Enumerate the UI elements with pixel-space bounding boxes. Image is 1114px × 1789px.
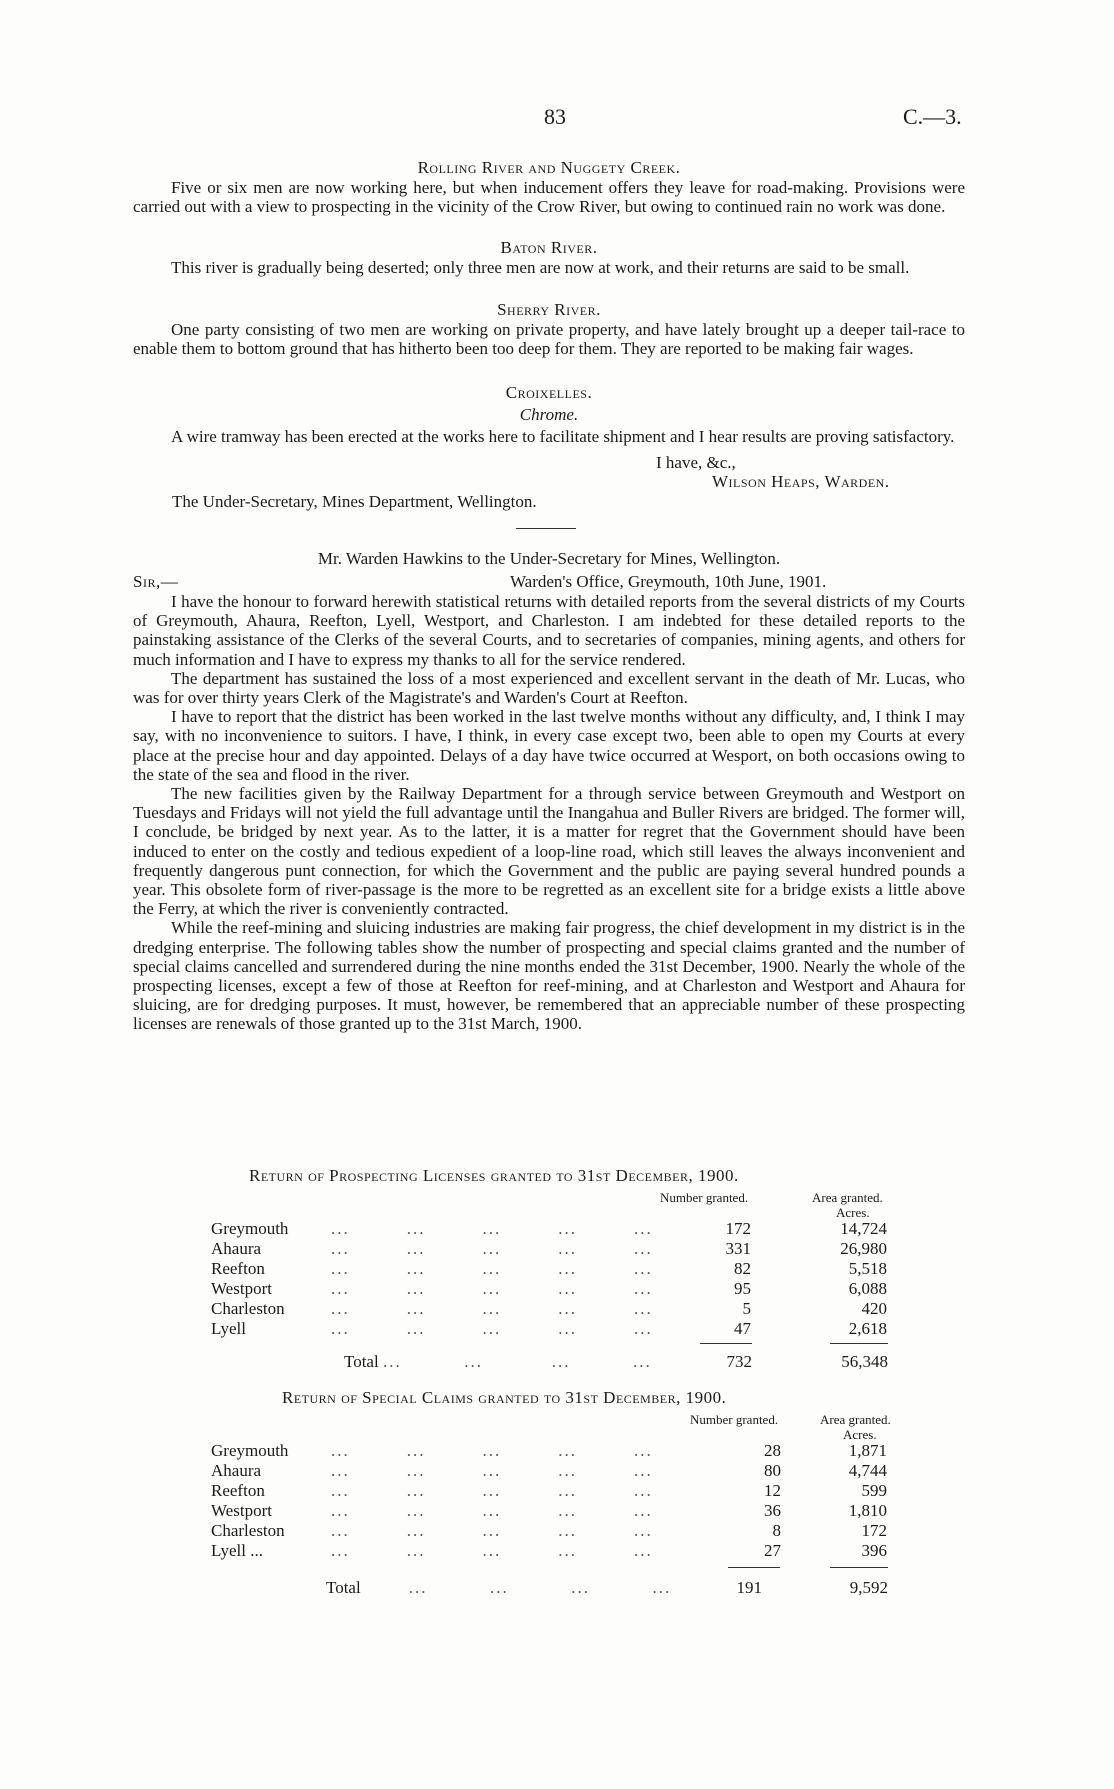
table2-total-label: Total <box>326 1578 361 1597</box>
addressee: The Under-Secretary, Mines Department, Wellington. <box>172 492 537 511</box>
letter-paragraph-3: I have to report that the district has been worked in the last twelve months without any difficulty, and, I think I may say, with no inconvenience to suitors. I have, I think, in every case except two, been able to open my Courts at every place at the precise hour and day appointed. Delays of a day have twice occurred at Wesport, on both occasions owing to the state of the sea and flood in the river. <box>133 707 965 784</box>
table-row <box>211 1219 887 1239</box>
leader-dots: ... ... ... ... ... <box>331 1219 653 1238</box>
section-sherry <box>133 300 965 358</box>
table-row <box>211 1541 887 1561</box>
number-granted-cell: 82 <box>734 1259 751 1278</box>
area-granted-cell: 420 <box>861 1299 887 1318</box>
closing: I have, &c., <box>656 453 736 472</box>
area-granted-cell: 5,518 <box>848 1259 887 1278</box>
area-granted-cell: 1,871 <box>848 1441 887 1460</box>
table1-title: Return of Prospecting Licenses granted to 31st December, 1900. <box>249 1166 739 1185</box>
district-cell: Reefton <box>211 1481 265 1500</box>
letter-paragraph-2: The department has sustained the loss of a most experienced and excellent servant in the death of Mr. Lucas, who was for over thirty years Clerk of the Magistrate's and Warden's Court at Reefton. <box>133 668 965 708</box>
district-cell: Greymouth <box>211 1441 289 1460</box>
table1-total-label: Total <box>344 1352 379 1371</box>
table-row <box>211 1239 887 1259</box>
number-granted-cell: 28 <box>764 1441 781 1460</box>
number-granted-cell: 5 <box>742 1299 751 1318</box>
table1-total-row: Total ... ... ... ... <box>344 1352 652 1371</box>
table-row <box>211 1259 887 1279</box>
area-granted-cell: 396 <box>861 1541 887 1560</box>
number-granted-cell: 80 <box>764 1461 781 1480</box>
section-rolling <box>133 158 965 216</box>
table2-total-area: 9,592 <box>849 1578 888 1597</box>
table2-col-area: Area granted. <box>820 1412 891 1427</box>
table2-total-number: 191 <box>736 1578 762 1597</box>
district-cell: Reefton <box>211 1259 265 1278</box>
salutation: Sir,— <box>133 572 179 591</box>
number-granted-cell: 12 <box>764 1481 781 1500</box>
table2-col-area-unit: Acres. <box>843 1427 877 1442</box>
paragraph-sherry: One party consisting of two men are working on private property, and have lately brought up a deeper tail-race to enable them to bottom ground that has hitherto been too deep for them. They are reported to be making fair wages. <box>133 320 965 359</box>
heading-sherry: Sherry River. <box>497 300 601 319</box>
table2-title: Return of Special Claims granted to 31st December, 1900. <box>282 1388 727 1407</box>
table1-total-rule <box>830 1343 888 1344</box>
letter-body <box>133 592 965 1034</box>
leader-dots: ... ... ... ... ... <box>331 1441 653 1460</box>
table1-total-area: 56,348 <box>841 1352 888 1371</box>
leader-dots: ... ... ... ... ... <box>331 1541 653 1560</box>
district-cell: Charleston <box>211 1521 285 1540</box>
district-cell: Greymouth <box>211 1219 289 1238</box>
number-granted-cell: 95 <box>734 1279 751 1298</box>
leader-dots: ... ... ... ... ... <box>331 1521 653 1540</box>
table-row <box>211 1441 887 1461</box>
district-cell: Westport <box>211 1279 272 1298</box>
table1-col-area-unit: Acres. <box>836 1205 870 1220</box>
letter-paragraph-4: The new facilities given by the Railway Department for a through service between Greymouth and Westport on Tuesdays and Fridays will not yield the full advantage until the Inangahua and Buller Rivers are bridged. The former will, I conclude, be bridged by next year. As to the latter, it is a matter for regret that the Government should have been induced to enter on the costly and tedious expedient of a loop-line road, which still leaves the always inconvenient and frequently dangerous punt connection, for which the Government and the public are paying several hundred pounds a year. This obsolete form of river-passage is the more to be regretted as an excellent site for a bridge exists a little above the Ferry, at which the river is conveniently contracted. <box>133 784 965 919</box>
area-granted-cell: 26,980 <box>840 1239 887 1258</box>
letter-title: Mr. Warden Hawkins to the Under-Secretary for Mines, Wellington. <box>317 549 781 568</box>
area-granted-cell: 6,088 <box>848 1279 887 1298</box>
area-granted-cell: 599 <box>861 1481 887 1500</box>
page-number: 83 <box>544 104 566 129</box>
number-granted-cell: 331 <box>725 1239 751 1258</box>
number-granted-cell: 8 <box>772 1521 781 1540</box>
table1-total-number: 732 <box>726 1352 752 1371</box>
number-granted-cell: 36 <box>764 1501 781 1520</box>
area-granted-cell: 1,810 <box>848 1501 887 1520</box>
number-granted-cell: 172 <box>725 1219 751 1238</box>
table1 <box>211 1219 887 1339</box>
leader-dots: ... ... ... ... ... <box>331 1239 653 1258</box>
paragraph-baton: This river is gradually being deserted; only three men are now at work, and their returns are said to be small. <box>171 258 910 277</box>
table1-total-rule <box>700 1343 752 1344</box>
paragraph-rolling: Five or six men are now working here, but when inducement offers they leave for road-making. Provisions were carried out with a view to prospecting in the vicinity of the Crow River, but owing to continued rain no work was done. <box>133 178 965 217</box>
district-cell: Westport <box>211 1501 272 1520</box>
area-granted-cell: 172 <box>861 1521 887 1540</box>
leader-dots: ... ... ... ... ... <box>331 1461 653 1480</box>
table-row <box>211 1481 887 1501</box>
leader-dots: ... ... ... ... ... <box>331 1501 653 1520</box>
heading-baton: Baton River. <box>500 238 598 257</box>
subheading-chrome: Chrome. <box>519 405 579 424</box>
table-row <box>211 1299 887 1319</box>
district-cell: Ahaura <box>211 1239 262 1258</box>
table2-total-rule <box>830 1567 888 1568</box>
dateline: Warden's Office, Greymouth, 10th June, 1901. <box>510 572 827 591</box>
leader-dots: ... ... ... ... ... <box>331 1299 653 1318</box>
table-row <box>211 1319 887 1339</box>
heading-rolling: Rolling River and Nuggety Creek. <box>417 158 681 177</box>
table-row <box>211 1461 887 1481</box>
district-cell: Ahaura <box>211 1461 262 1480</box>
heading-croixelles: Croixelles. <box>505 383 593 402</box>
leader-dots: ... ... ... ... ... <box>331 1319 653 1338</box>
section-croixelles <box>133 383 965 446</box>
table2-total-rule <box>728 1567 780 1568</box>
number-granted-cell: 27 <box>764 1541 781 1560</box>
section-baton <box>133 238 965 277</box>
signature-heaps: Wilson Heaps, Warden. <box>712 472 890 491</box>
table-row <box>211 1501 887 1521</box>
leader-dots: ... ... ... ... ... <box>331 1279 653 1298</box>
district-cell: Lyell ... <box>211 1541 263 1560</box>
number-granted-cell: 47 <box>734 1319 751 1338</box>
divider <box>516 528 576 529</box>
table2-col-number: Number granted. <box>690 1412 779 1427</box>
table-row <box>211 1279 887 1299</box>
letter-paragraph-5: While the reef-mining and sluicing industries are making fair progress, the chief development in my district is in the dredging enterprise. The following tables show the number of prospecting and special claims granted and the number of special claims cancelled and surrendered during the nine months ended the 31st December, 1900. Nearly the whole of the prospecting licenses, except a few of those at Reefton for reef-mining, and at Charleston and Westport and Ahaura for sluicing, are for dredging purposes. It must, however, be remembered that an appreciable number of these prospecting licenses are renewals of those granted up to the 31st March, 1900. <box>133 918 965 1034</box>
table-row <box>211 1521 887 1541</box>
letter-paragraph-1: I have the honour to forward herewith statistical returns with detailed reports from the several districts of my Courts of Greymouth, Ahaura, Reefton, Lyell, Westport, and Charleston. I am indebted for these detailed reports to the painstaking assistance of the Clerks of the several Courts, and to secretaries of companies, mining agents, and others for much information and I have to express my thanks to all for the service rendered. <box>133 592 965 669</box>
table2-total-row: Total ... ... ... ... <box>326 1578 672 1597</box>
table1-col-area: Area granted. <box>812 1190 883 1205</box>
area-granted-cell: 14,724 <box>840 1219 887 1238</box>
district-cell: Charleston <box>211 1299 285 1318</box>
leader-dots: ... ... ... ... ... <box>331 1259 653 1278</box>
area-granted-cell: 4,744 <box>848 1461 887 1480</box>
paragraph-croixelles: A wire tramway has been erected at the works here to facilitate shipment and I hear results are proving satisfactory. <box>171 427 955 446</box>
leader-dots: ... ... ... ... ... <box>331 1481 653 1500</box>
area-granted-cell: 2,618 <box>848 1319 887 1338</box>
page-reference: C.—3. <box>903 104 962 129</box>
table1-col-number: Number granted. <box>660 1190 749 1205</box>
district-cell: Lyell <box>211 1319 246 1338</box>
table2 <box>211 1441 887 1561</box>
